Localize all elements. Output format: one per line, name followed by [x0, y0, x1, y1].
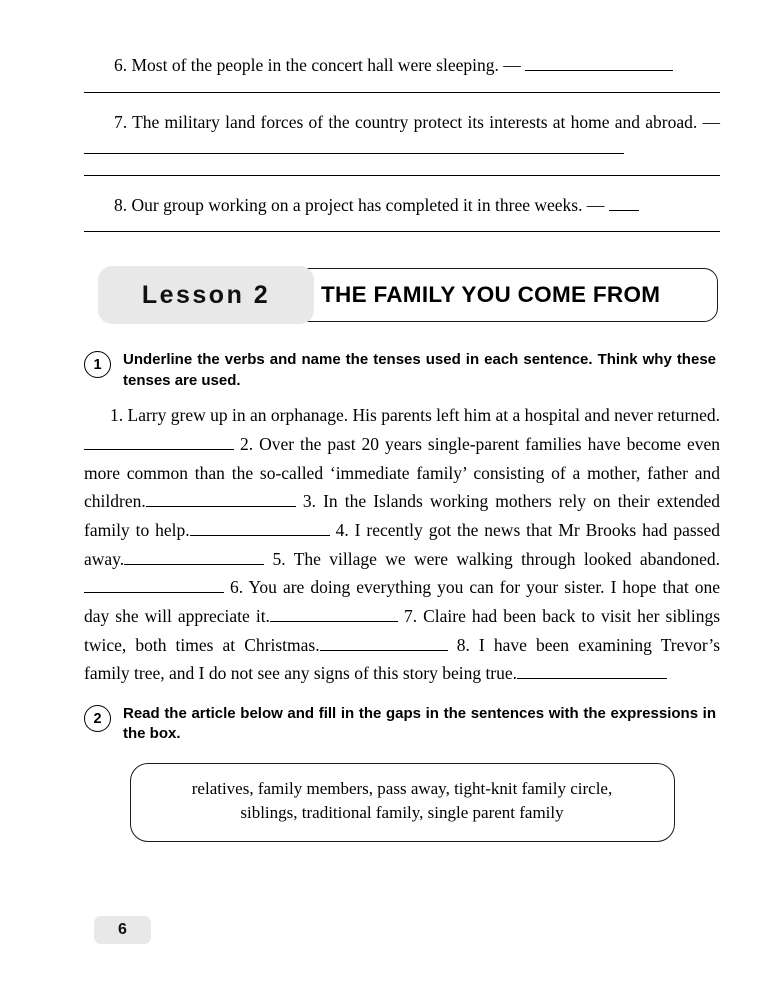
sentence-6-text: You are doing everything you can for your sister. I hope that one day she will appreciate it.	[84, 577, 721, 626]
task-1-instruction: Underline the verbs and name the tenses used in each sentence. Think why these tenses are used.	[123, 351, 716, 389]
lesson-header	[84, 266, 720, 324]
carry-over-item-7-number: 7.	[114, 111, 128, 132]
sentence-1-number: 1.	[110, 405, 124, 426]
sentence-4-number: 4.	[335, 519, 349, 540]
task-1	[84, 350, 720, 391]
answer-rule[interactable]	[84, 175, 720, 176]
answer-blank[interactable]	[320, 634, 448, 651]
task-1-sentences	[84, 401, 720, 688]
task-2	[84, 704, 720, 745]
sentence-8-text: I have been examining Trevor’s family tree, and I do not see any signs of this story being true.	[84, 634, 721, 684]
word-box-line-2: siblings, traditional family, single parent family	[240, 803, 564, 823]
word-box	[130, 763, 675, 842]
sentence-5-number: 5.	[272, 548, 286, 569]
carry-over-item-6-number: 6.	[114, 55, 128, 75]
sentence-2-number: 2.	[239, 433, 254, 454]
sentence-1-text: Larry grew up in an orphanage. His parents left him at a hospital and never returned.	[127, 405, 720, 426]
carry-over-exercises	[84, 52, 720, 232]
carry-over-item-6	[84, 52, 720, 79]
sentence-5-text: The village we were walking through looked abandoned.	[293, 548, 721, 569]
answer-blank[interactable]	[84, 577, 224, 594]
carry-over-item-8-number: 8.	[114, 194, 128, 215]
carry-over-item-7	[84, 109, 720, 162]
sentence-3-number: 3.	[302, 491, 316, 512]
carry-over-item-6-text: Most of the people in the concert hall were sleeping. —	[131, 55, 521, 75]
sentence-7-text: Claire had been back to visit her siblings twice, both times at Christmas.	[84, 605, 720, 655]
answer-rule[interactable]	[84, 231, 720, 232]
answer-blank[interactable]	[146, 491, 296, 508]
word-box-line-1: relatives, family members, pass away, tight-knit family circle,	[191, 778, 613, 798]
task-2-instruction: Read the article below and fill in the gaps in the sentences with the expressions in the box.	[123, 705, 716, 743]
carry-over-item-8-text: Our group working on a project has completed it in three weeks. —	[131, 194, 605, 215]
answer-blank[interactable]	[525, 54, 673, 71]
answer-blank[interactable]	[609, 194, 639, 211]
sentence-6-number: 6.	[230, 577, 244, 598]
task-2-number: 2	[84, 705, 111, 732]
page-number: 6	[94, 916, 151, 944]
lesson-badge: Lesson 2	[98, 266, 314, 324]
sentence-7-number: 7.	[403, 605, 418, 626]
lesson-title: THE FAMILY YOU COME FROM	[321, 282, 661, 308]
answer-blank[interactable]	[190, 519, 330, 536]
sentence-8-number: 8.	[456, 634, 470, 655]
answer-blank[interactable]	[84, 138, 624, 155]
answer-blank[interactable]	[124, 548, 264, 565]
answer-blank[interactable]	[84, 433, 234, 450]
answer-blank[interactable]	[270, 605, 398, 622]
answer-blank[interactable]	[517, 663, 667, 680]
carry-over-item-8	[84, 192, 720, 219]
sentence-2-text: Over the past 20 years single-parent families have become even more common than the so-called ‘immediate family’ consisting of a mother, father and children.	[84, 433, 721, 512]
task-1-number: 1	[84, 351, 111, 378]
answer-rule[interactable]	[84, 92, 720, 93]
sentence-4-text: I recently got the news that Mr Brooks had passed away.	[84, 519, 720, 569]
carry-over-item-7-text: The military land forces of the country protect its interests at home and abroad. —	[132, 111, 721, 132]
sentence-3-text: In the Islands working mothers rely on their extended family to help.	[84, 491, 721, 540]
